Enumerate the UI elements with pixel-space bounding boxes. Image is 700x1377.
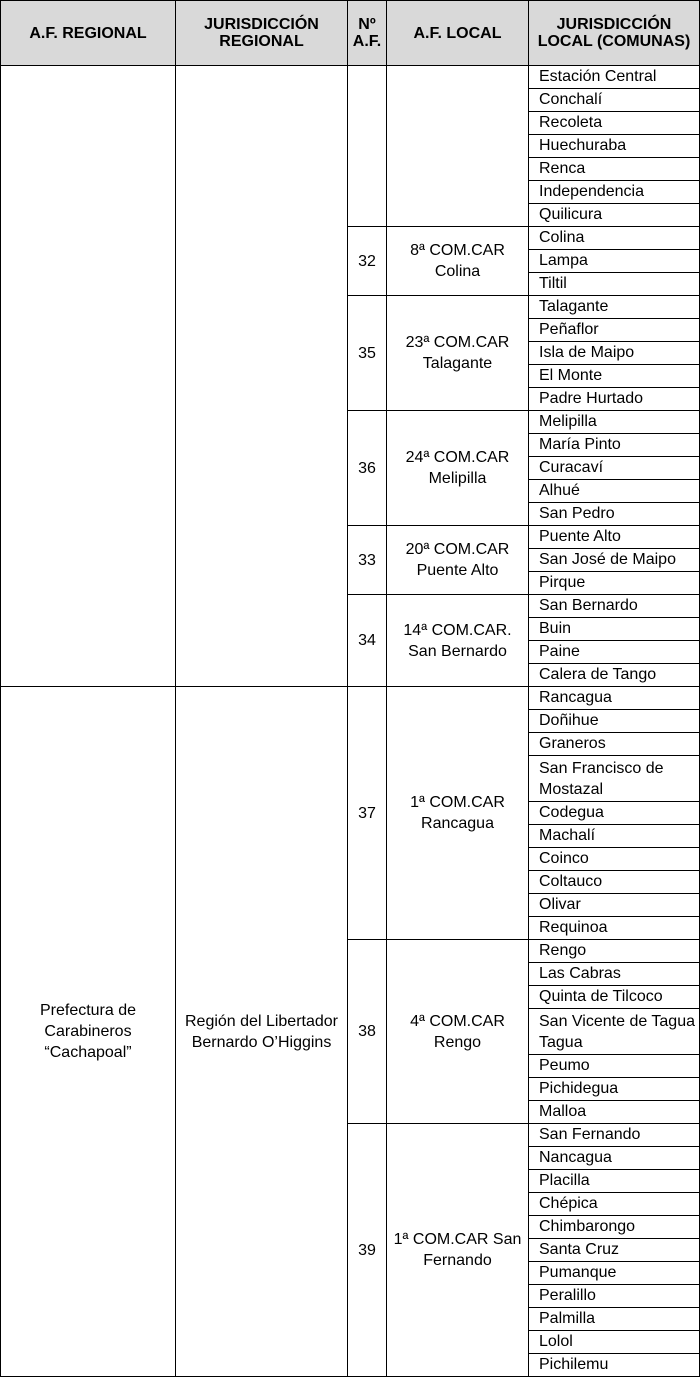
header-af-regional: A.F. REGIONAL	[1, 1, 176, 66]
comuna-cell: Coltauco	[529, 871, 700, 894]
comuna-cell: Chimbarongo	[529, 1216, 700, 1239]
table-body	[1, 66, 700, 1377]
comuna-cell: Tiltil	[529, 273, 700, 296]
af-local-cell	[387, 66, 529, 227]
af-local-cell: 20ª COM.CAR Puente Alto	[387, 526, 529, 595]
comuna-cell: Melipilla	[529, 411, 700, 434]
comuna-cell: Machalí	[529, 825, 700, 848]
comuna-cell: Alhué	[529, 480, 700, 503]
numero-af-cell	[348, 66, 387, 227]
comuna-cell: Rancagua	[529, 687, 700, 710]
comuna-cell: Recoleta	[529, 112, 700, 135]
comuna-cell: Santa Cruz	[529, 1239, 700, 1262]
comuna-cell: Renca	[529, 158, 700, 181]
comuna-cell: San Pedro	[529, 503, 700, 526]
af-local-cell: 24ª COM.CAR Melipilla	[387, 411, 529, 526]
af-local-cell: 23ª COM.CAR Talagante	[387, 296, 529, 411]
numero-af-cell: 37	[348, 687, 387, 940]
comuna-cell: Buin	[529, 618, 700, 641]
comuna-cell: Lampa	[529, 250, 700, 273]
comuna-cell: Malloa	[529, 1101, 700, 1124]
numero-af-cell: 32	[348, 227, 387, 296]
comuna-cell: Estación Central	[529, 66, 700, 89]
comuna-cell: Las Cabras	[529, 963, 700, 986]
comuna-cell: Coinco	[529, 848, 700, 871]
af-local-cell: 8ª COM.CAR Colina	[387, 227, 529, 296]
comuna-cell: Rengo	[529, 940, 700, 963]
comuna-cell: Lolol	[529, 1331, 700, 1354]
comuna-cell: Doñihue	[529, 710, 700, 733]
af-local-cell: 14ª COM.CAR. San Bernardo	[387, 595, 529, 687]
header-jurisdiccion-regional: JURISDICCIÓN REGIONAL	[176, 1, 348, 66]
af-local-cell: 1ª COM.CAR San Fernando	[387, 1124, 529, 1377]
comuna-cell: Peralillo	[529, 1285, 700, 1308]
comuna-cell: Padre Hurtado	[529, 388, 700, 411]
comuna-cell: San Bernardo	[529, 595, 700, 618]
header-af-local: A.F. LOCAL	[387, 1, 529, 66]
af-local-cell: 1ª COM.CAR Rancagua	[387, 687, 529, 940]
comuna-cell: San Vicente de Tagua Tagua	[529, 1009, 700, 1055]
comuna-cell: Isla de Maipo	[529, 342, 700, 365]
numero-af-cell: 39	[348, 1124, 387, 1377]
jurisdiccion-regional-cell	[176, 66, 348, 687]
comuna-cell: Quilicura	[529, 204, 700, 227]
af-regional-cell: Prefectura de Carabineros “Cachapoal”	[1, 687, 176, 1377]
comuna-cell: Olivar	[529, 894, 700, 917]
header-numero-af: Nº A.F.	[348, 1, 387, 66]
comuna-cell: Conchalí	[529, 89, 700, 112]
comuna-cell: Chépica	[529, 1193, 700, 1216]
comuna-cell: Nancagua	[529, 1147, 700, 1170]
table-row	[1, 687, 700, 710]
comuna-cell: Pumanque	[529, 1262, 700, 1285]
af-local-cell: 4ª COM.CAR Rengo	[387, 940, 529, 1124]
jurisdiccion-regional-cell: Región del Libertador Bernardo O’Higgins	[176, 687, 348, 1377]
numero-af-cell: 33	[348, 526, 387, 595]
comuna-cell: Paine	[529, 641, 700, 664]
comuna-cell: Puente Alto	[529, 526, 700, 549]
comuna-cell: Quinta de Tilcoco	[529, 986, 700, 1009]
numero-af-cell: 38	[348, 940, 387, 1124]
comuna-cell: Peumo	[529, 1055, 700, 1078]
comuna-cell: San José de Maipo	[529, 549, 700, 572]
comuna-cell: Pirque	[529, 572, 700, 595]
header-row	[1, 1, 700, 66]
comuna-cell: El Monte	[529, 365, 700, 388]
numero-af-cell: 34	[348, 595, 387, 687]
comuna-cell: Independencia	[529, 181, 700, 204]
comuna-cell: San Francisco de Mostazal	[529, 756, 700, 802]
comuna-cell: Calera de Tango	[529, 664, 700, 687]
af-regional-cell	[1, 66, 176, 687]
comuna-cell: Requinoa	[529, 917, 700, 940]
comuna-cell: Pichidegua	[529, 1078, 700, 1101]
comuna-cell: Placilla	[529, 1170, 700, 1193]
numero-af-cell: 35	[348, 296, 387, 411]
comuna-cell: María Pinto	[529, 434, 700, 457]
comuna-cell: Curacaví	[529, 457, 700, 480]
table-row	[1, 66, 700, 89]
comuna-cell: Colina	[529, 227, 700, 250]
comuna-cell: Codegua	[529, 802, 700, 825]
numero-af-cell: 36	[348, 411, 387, 526]
comuna-cell: Pichilemu	[529, 1354, 700, 1377]
comuna-cell: Talagante	[529, 296, 700, 319]
comuna-cell: Peñaflor	[529, 319, 700, 342]
comuna-cell: San Fernando	[529, 1124, 700, 1147]
comuna-cell: Huechuraba	[529, 135, 700, 158]
comuna-cell: Palmilla	[529, 1308, 700, 1331]
comuna-cell: Graneros	[529, 733, 700, 756]
header-jurisdiccion-local: JURISDICCIÓN LOCAL (COMUNAS)	[529, 1, 700, 66]
